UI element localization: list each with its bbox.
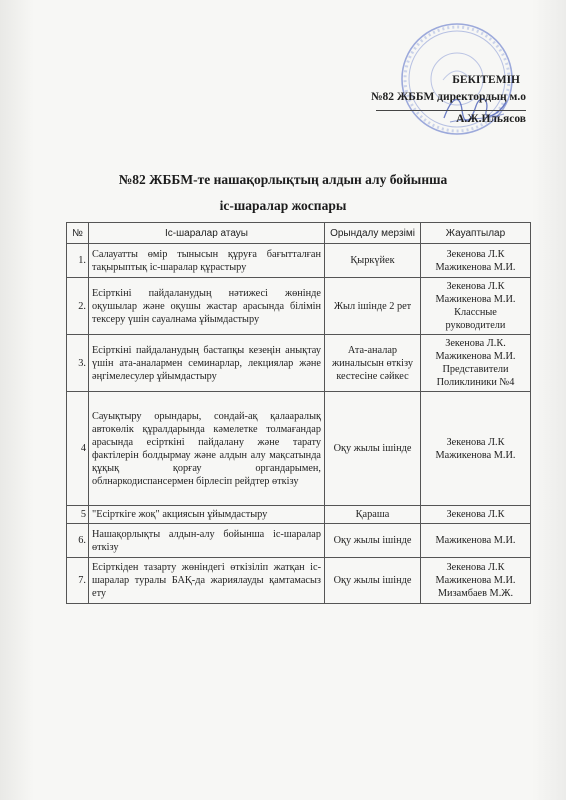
table-row [67, 278, 531, 335]
activity-deadline: Қыркүйек [325, 244, 421, 278]
activity-deadline: Жыл ішінде 2 рет [325, 278, 421, 335]
activity-name: Нашақорлықты алдын-алу бойынша іс-шаралар өткізу [89, 524, 325, 558]
activities-table [66, 222, 531, 604]
approval-position: №82 ЖББМ директордың м.о [370, 91, 526, 103]
row-number: 1. [67, 244, 89, 278]
responsible-person: руководители [445, 320, 506, 331]
row-number: 7. [67, 558, 89, 604]
activity-name: Сауықтыру орындары, сондай-ақ қалааралық автокөлік құралдарында кәмелетке толмағандар арасында есірткіні пайдалану және тарату фактілерін болдырмау және алдын алу мақсатында құқық қорғау органдарымен, облнаркодиспансермен бірлесіп рейдтер өткізу [89, 392, 325, 506]
header-deadline: Орындалу мерзімі [325, 223, 421, 244]
activity-name: "Есірткіге жоқ" акциясын ұйымдастыру [89, 506, 325, 524]
header-number: № [67, 223, 89, 244]
document-title: №82 ЖББМ-те нашақорлықтың алдын алу бойынша [118, 172, 448, 187]
header-activity-name: Іс-шаралар атауы [89, 223, 325, 244]
activity-deadline: Оқу жылы ішінде [325, 524, 421, 558]
activity-responsible [421, 524, 531, 558]
activity-name: Есірткіні пайдаланудың нәтижесі жөнінде оқушылар және оқушы жастар арасында білімін тексеру үшін сауалнама ұйымдастыру [89, 278, 325, 335]
activity-deadline: Қараша [325, 506, 421, 524]
responsible-person: Мизамбаев М.Ж. [437, 588, 514, 599]
responsible-person: Зекенова Л.К [446, 248, 505, 260]
responsible-person: Мажикенова М.И. [435, 575, 516, 586]
approval-block [371, 72, 526, 128]
table-row [67, 524, 531, 558]
activity-responsible [421, 244, 531, 278]
row-number: 3. [67, 335, 89, 392]
responsible-person: Зекенова Л.К. [445, 338, 506, 349]
activity-name: Есірткіден тазарту жөніндегі өткізіліп жатқан іс-шаралар туралы БАҚ-да жариялауды қамтамасыз ету [89, 558, 325, 604]
activity-deadline: Оқу жылы ішінде [325, 558, 421, 604]
responsible-person: Зекенова Л.К [446, 562, 505, 573]
responsible-person: Представители [442, 364, 509, 375]
row-number: 6. [67, 524, 89, 558]
row-number: 4 [67, 392, 89, 506]
table-row [67, 558, 531, 604]
approval-name: А.Ж.Ильясов [376, 110, 526, 128]
table-header-row [67, 223, 531, 244]
header-responsible: Жауаптылар [421, 223, 531, 244]
activity-name: Салауатты өмір тынысын құруға бағытталған тақырыптық іс-шаралар құрастыру [89, 244, 325, 278]
responsible-person: Зекенова Л.К [446, 436, 505, 448]
responsible-person: Мажикенова М.И. [435, 351, 516, 362]
activity-deadline: Ата-аналар жиналысын өткізу кестесіне сәйкес [325, 335, 421, 392]
activity-deadline: Оқу жылы ішінде [325, 392, 421, 506]
responsible-person: Мажикенова М.И. [435, 449, 516, 461]
table-row [67, 244, 531, 278]
activity-name: Есірткіні пайдаланудың бастапқы кезеңін анықтау үшін ата-аналармен семинарлар, лекциялар және әңгімелесулер ұйымдастыру [89, 335, 325, 392]
responsible-person: Мажикенова М.И. [435, 535, 516, 546]
responsible-person: Поликлиники №4 [436, 377, 515, 388]
responsible-person: Мажикенова М.И. [435, 294, 516, 305]
activity-responsible [421, 278, 531, 335]
document-subtitle: іс-шаралар жоспары [219, 198, 347, 213]
activity-responsible [421, 558, 531, 604]
activity-responsible [421, 506, 531, 524]
responsible-person: Классные [454, 307, 497, 318]
row-number: 5 [67, 506, 89, 524]
table-row [67, 506, 531, 524]
table-row [67, 392, 531, 506]
activity-responsible [421, 392, 531, 506]
responsible-person: Мажикенова М.И. [435, 261, 516, 273]
activity-responsible [421, 335, 531, 392]
row-number: 2. [67, 278, 89, 335]
responsible-person: Зекенова Л.К [446, 281, 505, 292]
approval-heading: БЕКІТЕМІН [452, 74, 520, 86]
table-row [67, 335, 531, 392]
responsible-person: Зекенова Л.К [446, 509, 505, 520]
